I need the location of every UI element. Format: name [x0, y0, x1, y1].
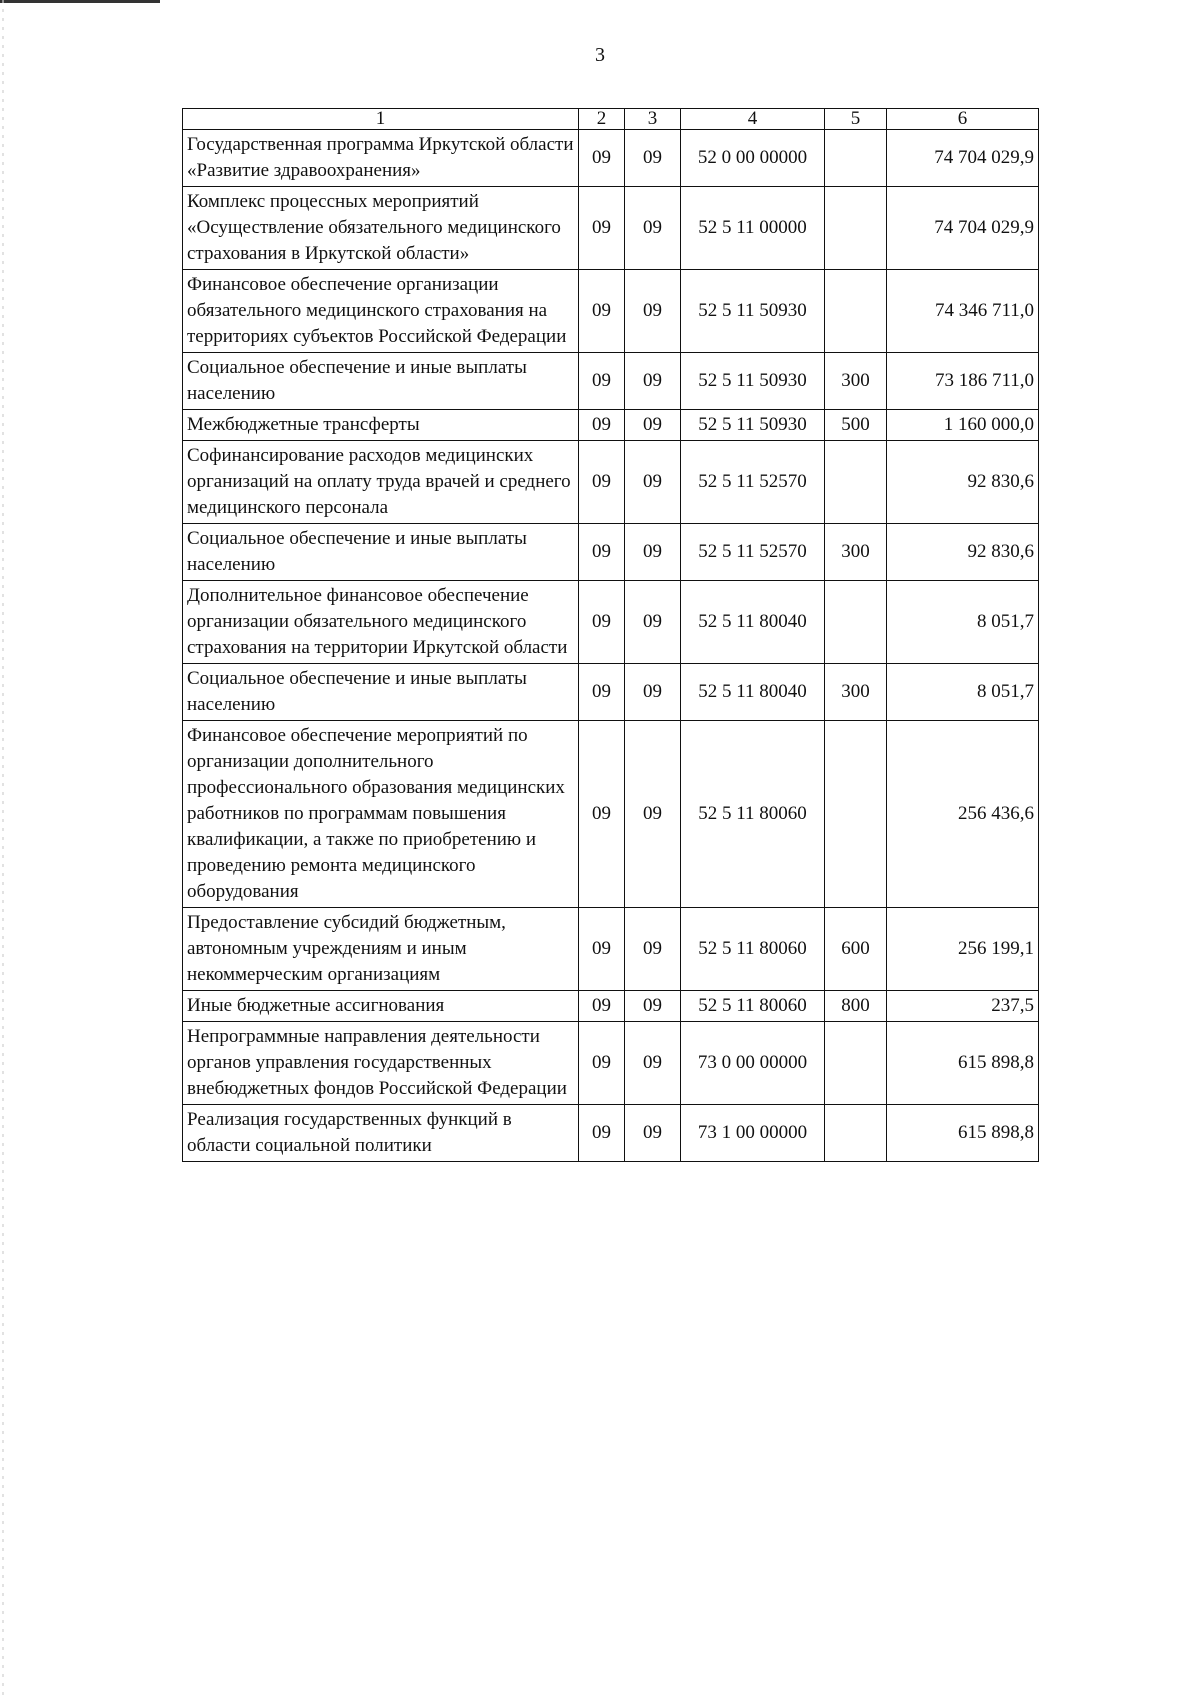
row-name: Предоставление субсидий бюджетным, автономным учреждениям и иным некоммерческим организациям: [183, 908, 579, 991]
table-row: [183, 187, 1039, 270]
row-subsection: 09: [625, 1022, 681, 1105]
row-amount: 256 436,6: [887, 721, 1039, 908]
row-target-article: 52 5 11 00000: [681, 187, 825, 270]
row-section: 09: [579, 908, 625, 991]
row-subsection: 09: [625, 664, 681, 721]
table-row: [183, 524, 1039, 581]
row-section: 09: [579, 130, 625, 187]
row-target-article: 52 5 11 80060: [681, 721, 825, 908]
row-subsection: 09: [625, 908, 681, 991]
header-col-6: 6: [887, 109, 1039, 130]
row-target-article: 52 0 00 00000: [681, 130, 825, 187]
row-name: Социальное обеспечение и иные выплаты населению: [183, 664, 579, 721]
table-row: [183, 270, 1039, 353]
row-subsection: 09: [625, 581, 681, 664]
row-target-article: 52 5 11 52570: [681, 524, 825, 581]
row-amount: 92 830,6: [887, 441, 1039, 524]
row-subsection: 09: [625, 187, 681, 270]
row-subsection: 09: [625, 410, 681, 441]
row-expense-type: 300: [825, 664, 887, 721]
scan-edge: [2, 0, 4, 1695]
row-amount: 74 704 029,9: [887, 187, 1039, 270]
row-subsection: 09: [625, 353, 681, 410]
header-col-3: 3: [625, 109, 681, 130]
budget-table: [182, 108, 1039, 1162]
row-section: 09: [579, 721, 625, 908]
row-expense-type: [825, 187, 887, 270]
row-section: 09: [579, 1105, 625, 1162]
row-amount: 92 830,6: [887, 524, 1039, 581]
row-subsection: 09: [625, 1105, 681, 1162]
table-row: [183, 1022, 1039, 1105]
row-expense-type: [825, 1105, 887, 1162]
row-amount: 8 051,7: [887, 664, 1039, 721]
row-name: Финансовое обеспечение организации обязательного медицинского страхования на территориях субъектов Российской Федерации: [183, 270, 579, 353]
header-row: [183, 109, 1039, 130]
row-amount: 74 704 029,9: [887, 130, 1039, 187]
table-row: [183, 581, 1039, 664]
row-subsection: 09: [625, 130, 681, 187]
row-expense-type: [825, 581, 887, 664]
row-amount: 74 346 711,0: [887, 270, 1039, 353]
row-name: Непрограммные направления деятельности органов управления государственных внебюджетных фондов Российской Федерации: [183, 1022, 579, 1105]
header-col-1: 1: [183, 109, 579, 130]
row-amount: 256 199,1: [887, 908, 1039, 991]
row-expense-type: [825, 270, 887, 353]
row-amount: 237,5: [887, 991, 1039, 1022]
row-section: 09: [579, 581, 625, 664]
row-amount: 615 898,8: [887, 1105, 1039, 1162]
row-section: 09: [579, 353, 625, 410]
row-name: Социальное обеспечение и иные выплаты населению: [183, 524, 579, 581]
table-row: [183, 410, 1039, 441]
row-section: 09: [579, 410, 625, 441]
row-amount: 8 051,7: [887, 581, 1039, 664]
row-subsection: 09: [625, 524, 681, 581]
table-row: [183, 721, 1039, 908]
row-section: 09: [579, 664, 625, 721]
row-name: Реализация государственных функций в области социальной политики: [183, 1105, 579, 1162]
table-row: [183, 908, 1039, 991]
row-expense-type: [825, 130, 887, 187]
row-name: Софинансирование расходов медицинских организаций на оплату труда врачей и среднего медицинского персонала: [183, 441, 579, 524]
row-target-article: 52 5 11 80040: [681, 664, 825, 721]
row-section: 09: [579, 524, 625, 581]
row-subsection: 09: [625, 441, 681, 524]
table-row: [183, 441, 1039, 524]
corner-mark: [0, 0, 160, 3]
row-amount: 1 160 000,0: [887, 410, 1039, 441]
row-name: Комплекс процессных мероприятий «Осуществление обязательного медицинского страхования в Иркутской области»: [183, 187, 579, 270]
header-col-4: 4: [681, 109, 825, 130]
row-section: 09: [579, 270, 625, 353]
row-target-article: 52 5 11 80060: [681, 991, 825, 1022]
row-name: Финансовое обеспечение мероприятий по организации дополнительного профессионального образования медицинских работников по программам повышения квалификации, а также по приобретению и проведению ремонта медицинского оборудования: [183, 721, 579, 908]
header-col-5: 5: [825, 109, 887, 130]
row-section: 09: [579, 187, 625, 270]
row-target-article: 52 5 11 50930: [681, 270, 825, 353]
row-name: Иные бюджетные ассигнования: [183, 991, 579, 1022]
row-name: Дополнительное финансовое обеспечение организации обязательного медицинского страхования на территории Иркутской области: [183, 581, 579, 664]
row-subsection: 09: [625, 991, 681, 1022]
header-col-2: 2: [579, 109, 625, 130]
row-target-article: 52 5 11 80040: [681, 581, 825, 664]
table-row: [183, 353, 1039, 410]
row-amount: 73 186 711,0: [887, 353, 1039, 410]
row-target-article: 73 1 00 00000: [681, 1105, 825, 1162]
page-number: 3: [595, 44, 605, 66]
table-row: [183, 1105, 1039, 1162]
row-expense-type: 500: [825, 410, 887, 441]
row-target-article: 52 5 11 52570: [681, 441, 825, 524]
row-expense-type: 300: [825, 353, 887, 410]
row-target-article: 52 5 11 50930: [681, 410, 825, 441]
row-section: 09: [579, 441, 625, 524]
table-row: [183, 130, 1039, 187]
table-row: [183, 664, 1039, 721]
row-name: Межбюджетные трансферты: [183, 410, 579, 441]
row-expense-type: 600: [825, 908, 887, 991]
row-expense-type: [825, 441, 887, 524]
row-subsection: 09: [625, 270, 681, 353]
row-target-article: 52 5 11 80060: [681, 908, 825, 991]
row-target-article: 52 5 11 50930: [681, 353, 825, 410]
row-section: 09: [579, 1022, 625, 1105]
row-name: Государственная программа Иркутской области «Развитие здравоохранения»: [183, 130, 579, 187]
table-row: [183, 991, 1039, 1022]
row-name: Социальное обеспечение и иные выплаты населению: [183, 353, 579, 410]
row-expense-type: [825, 1022, 887, 1105]
row-expense-type: [825, 721, 887, 908]
row-section: 09: [579, 991, 625, 1022]
row-amount: 615 898,8: [887, 1022, 1039, 1105]
row-expense-type: 800: [825, 991, 887, 1022]
row-subsection: 09: [625, 721, 681, 908]
row-expense-type: 300: [825, 524, 887, 581]
row-target-article: 73 0 00 00000: [681, 1022, 825, 1105]
